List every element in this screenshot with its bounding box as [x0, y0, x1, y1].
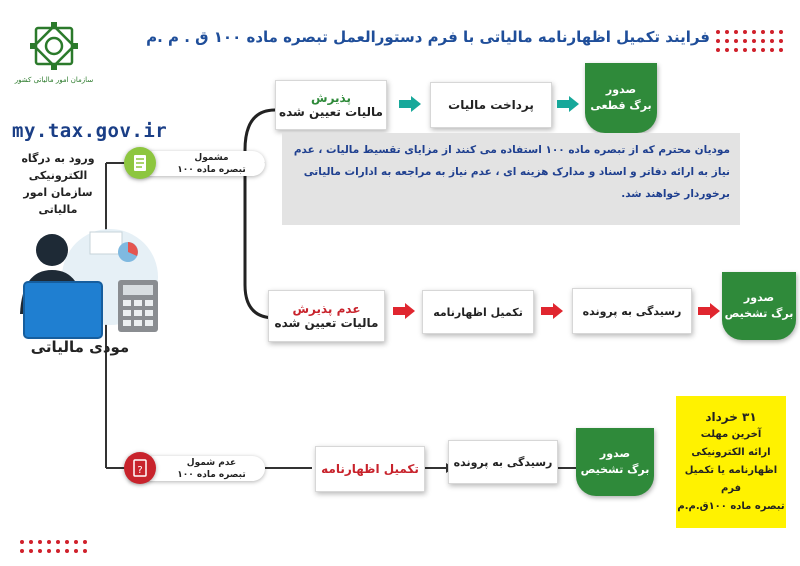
decorative-dots-bottom	[20, 540, 89, 555]
decorative-dots-top	[716, 30, 785, 54]
excluded-step-review: رسیدگی به پرونده	[448, 440, 558, 484]
accept-subject: مالیات تعیین شده	[279, 105, 383, 119]
reject-result-line1: صدور	[743, 291, 775, 304]
reject-result-line2: برگ تشخیص	[724, 307, 794, 320]
taxpayer-label: مودی مالیاتی	[30, 338, 130, 356]
included-tag-line2: تبصره ماده ۱۰۰	[177, 164, 246, 175]
excluded-tag-line1: عدم شمول	[186, 457, 237, 468]
accept-status-box	[275, 80, 387, 130]
website-url[interactable]: my.tax.gov.ir	[12, 120, 168, 142]
excluded-step-complete-return: تکمیل اظهارنامه	[315, 446, 425, 492]
excluded-result-tab	[576, 428, 654, 496]
page-title: فرایند تکمیل اظهارنامه مالیاتی با فرم دستورالعمل تبصره ماده ۱۰۰ ق . م .م	[146, 28, 710, 46]
accept-step-payment: پرداخت مالیات	[430, 82, 552, 128]
arrow-right-icon	[541, 303, 563, 319]
reject-status-box	[268, 290, 385, 342]
deadline-line5: تبصره ماده ۱۰۰ق.م.م	[677, 501, 785, 512]
arrow-right-icon	[393, 303, 415, 319]
logo-caption: سازمان امور مالیاتی کشور	[14, 76, 94, 84]
reject-subject: مالیات تعیین شده	[274, 316, 379, 330]
reject-result-tab	[722, 272, 796, 340]
deadline-line2: آخرین مهلت	[700, 429, 762, 440]
benefits-notice: مودیان محترم که از تبصره ماده ۱۰۰ استفاده می کنند از مزایای تقسیط مالیات ، عدم نیاز به ارائه دفاتر و اسناد و مدارک هزینه ای ، عدم نیاز به مراجعه به ادارات مالیاتی برخوردار خواهند شد.	[282, 133, 740, 225]
accept-result-line1: صدور	[605, 83, 637, 96]
tax-organization-logo	[24, 20, 84, 78]
deadline-date: ۳۱ خرداد	[705, 410, 757, 424]
arrow-right-icon	[698, 303, 720, 319]
portal-entry-text: ورود به درگاه الکترونیکی سازمان امور مالیاتی	[21, 152, 95, 216]
reject-step-complete-return: تکمیل اظهارنامه	[422, 290, 534, 334]
svg-text:?: ?	[137, 465, 143, 476]
included-document-icon	[124, 147, 156, 179]
arrow-right-icon	[557, 96, 579, 112]
reject-step-review: رسیدگی به پرونده	[572, 288, 692, 334]
taxpayer-illustration	[10, 222, 175, 342]
excluded-result-line2: برگ تشخیص	[580, 463, 650, 476]
accept-result-line2: برگ قطعی	[590, 99, 652, 112]
arrow-right-icon	[399, 96, 421, 112]
reject-status: عدم پذیرش	[292, 302, 361, 316]
excluded-tag-line2: تبصره ماده ۱۰۰	[177, 469, 246, 480]
accept-result-tab	[585, 63, 657, 133]
deadline-line4: اظهارنامه یا تکمیل فرم	[684, 465, 778, 494]
deadline-box	[676, 396, 786, 528]
excluded-document-icon	[124, 452, 156, 484]
included-tag-line1: مشمول	[194, 152, 229, 163]
accept-status: پذیرش	[311, 91, 351, 105]
excluded-result-line1: صدور	[599, 447, 631, 460]
deadline-line3: ارائه الکترونیکی	[691, 447, 771, 458]
